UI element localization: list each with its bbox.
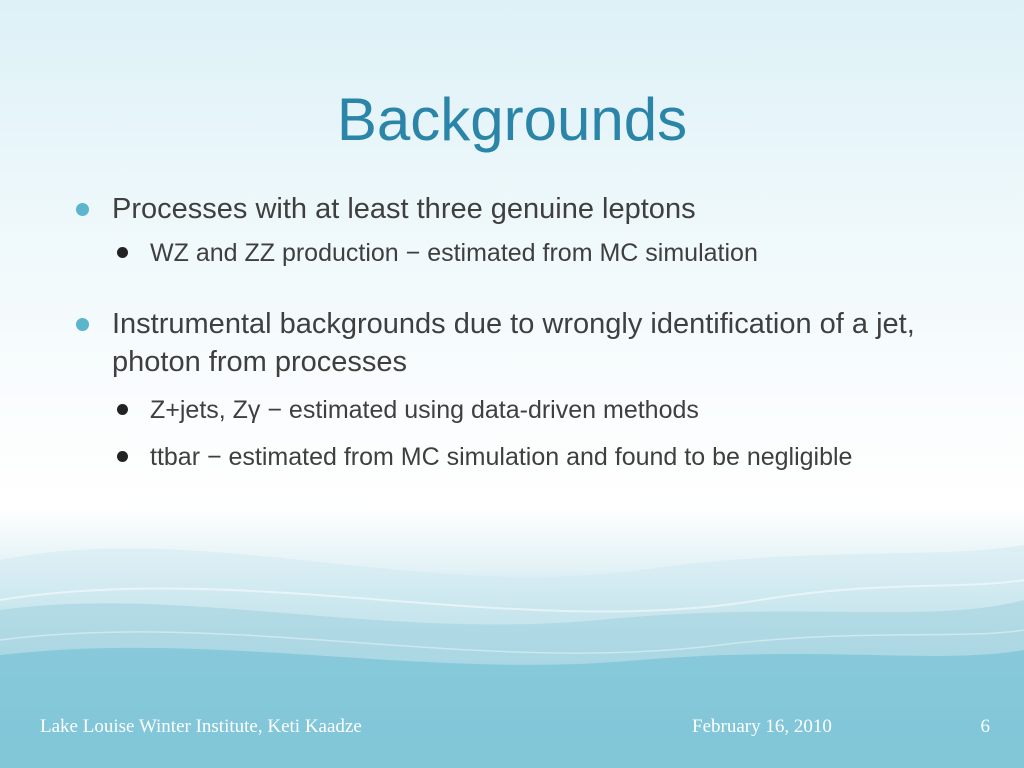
- sub-bullet-text: Z+jets, Zγ − estimated using data-driven methods: [150, 396, 699, 424]
- footer-date: February 16, 2010: [692, 716, 832, 737]
- bullet-item: [112, 190, 952, 228]
- footer-page-number: 6: [980, 716, 990, 737]
- bullet-text: Instrumental backgrounds due to wrongly identification of a jet, photon from processes: [112, 308, 915, 378]
- sub-bullet-item: [150, 441, 930, 474]
- sub-bullet-dot-icon: [117, 247, 128, 258]
- bullet-item: [112, 305, 952, 381]
- sub-bullet-text: WZ and ZZ production − estimated from MC simulation: [150, 239, 758, 267]
- slide-title: Backgrounds: [336, 86, 688, 153]
- bullet-dot-icon: [76, 318, 89, 331]
- sub-bullet-item: [150, 394, 930, 427]
- sub-bullet-dot-icon: [117, 451, 128, 462]
- bullet-dot-icon: [76, 203, 89, 216]
- bullet-text: Processes with at least three genuine leptons: [112, 193, 696, 225]
- sub-bullet-dot-icon: [117, 404, 128, 415]
- sub-bullet-item: [150, 237, 930, 270]
- sub-bullet-text: ttbar − estimated from MC simulation and found to be negligible: [150, 443, 853, 471]
- footer-presenter: Lake Louise Winter Institute, Keti Kaadze: [40, 716, 362, 737]
